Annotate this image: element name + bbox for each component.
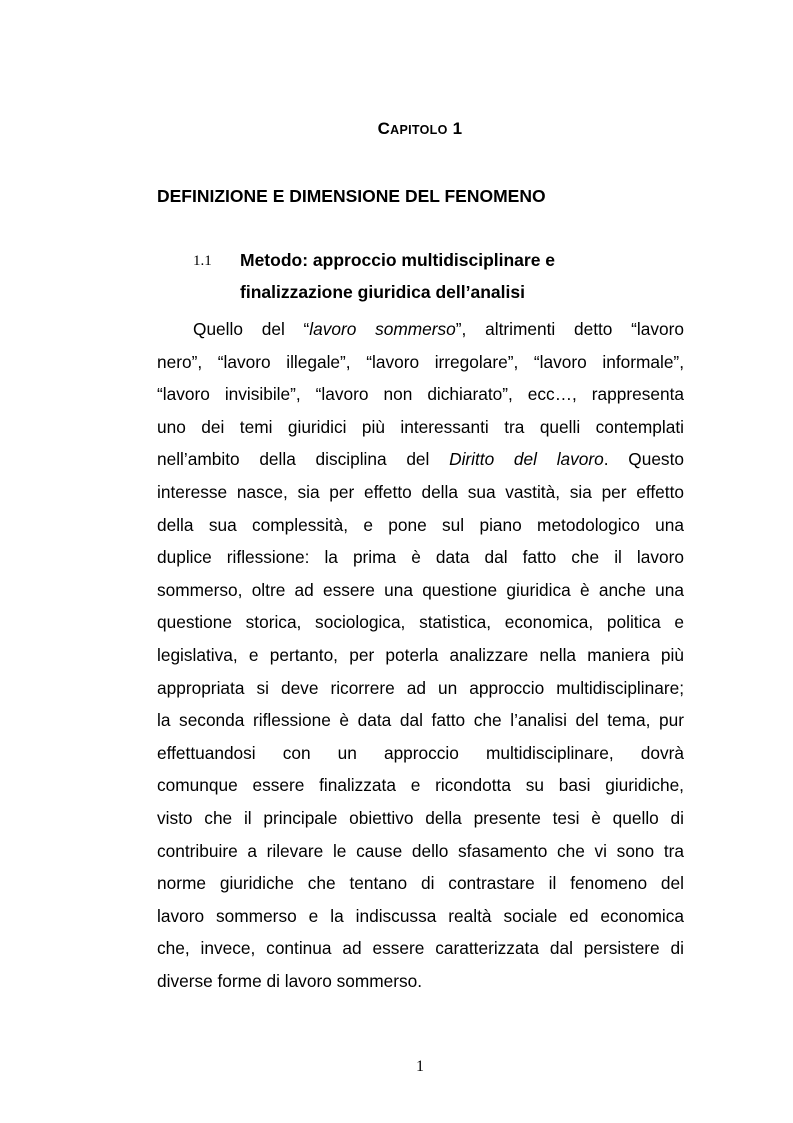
text-run: ”, altrimenti detto “lavoro <box>455 319 685 339</box>
text-line: appropriata si deve ricorrere ad un approccio multidisciplinare; <box>157 677 684 698</box>
text-line: comunque essere finalizzata e ricondotta su basi giuridiche, <box>157 775 684 796</box>
italic-term: lavoro sommerso <box>309 319 456 339</box>
text-line: diverse forme di lavoro sommerso. <box>157 970 423 991</box>
text-line: duplice riflessione: la prima è data dal fatto che il lavoro <box>157 547 684 568</box>
text-line: legislativa, e pertanto, per poterla analizzare nella maniera più <box>157 644 684 665</box>
text-line: lavoro sommerso e la indiscussa realtà sociale ed economica <box>157 905 684 926</box>
text-line: la seconda riflessione è data dal fatto che l’analisi del tema, pur <box>157 710 684 731</box>
text-line: effettuandosi con un approccio multidisciplinare, dovrà <box>157 742 684 763</box>
text-line: “lavoro invisibile”, “lavoro non dichiarato”, ecc…, rappresenta <box>157 384 684 405</box>
text-line: contribuire a rilevare le cause dello sfasamento che vi sono tra <box>157 840 684 861</box>
section-title: DEFINIZIONE E DIMENSIONE DEL FENOMENO <box>157 186 546 206</box>
text-run: Quello del “ <box>193 319 310 339</box>
text-line: visto che il principale obiettivo della presente tesi è quello di <box>157 807 684 828</box>
italic-term: Diritto del lavoro <box>449 449 604 470</box>
page-number: 1 <box>416 1058 424 1075</box>
text-line: della sua complessità, e pone sul piano metodologico una <box>157 514 684 535</box>
text-line: interesse nasce, sia per effetto della sua vastità, sia per effetto <box>157 481 684 502</box>
text-line: uno dei temi giuridici più interessanti tra quelli contemplati <box>157 416 684 437</box>
chapter-number: 1 <box>452 119 463 138</box>
text-line: nero”, “lavoro illegale”, “lavoro irregolare”, “lavoro informale”, <box>157 351 684 372</box>
subsection-title-line-1: Metodo: approccio multidisciplinare e <box>240 250 556 270</box>
text-line: che, invece, continua ad essere caratterizzata dal persistere di <box>157 938 684 959</box>
chapter-first-letter: C <box>377 119 391 138</box>
subsection-title-line-2: finalizzazione giuridica dell’analisi <box>240 282 525 302</box>
subsection-number: 1.1 <box>193 253 212 269</box>
chapter-heading <box>0 119 793 139</box>
text-line <box>157 313 684 346</box>
text-run: nell’ambito della disciplina del <box>157 449 450 470</box>
text-line: norme giuridiche che tentano di contrastare il fenomeno del <box>157 873 684 894</box>
text-line: sommerso, oltre ad essere una questione giuridica è anche una <box>157 579 684 600</box>
body-paragraph <box>157 313 684 997</box>
chapter-word-small-caps: APITOLO <box>390 123 448 137</box>
text-line: questione storica, sociologica, statistica, economica, politica e <box>157 612 684 633</box>
text-run: . Questo <box>603 449 684 470</box>
text-line <box>157 443 684 476</box>
